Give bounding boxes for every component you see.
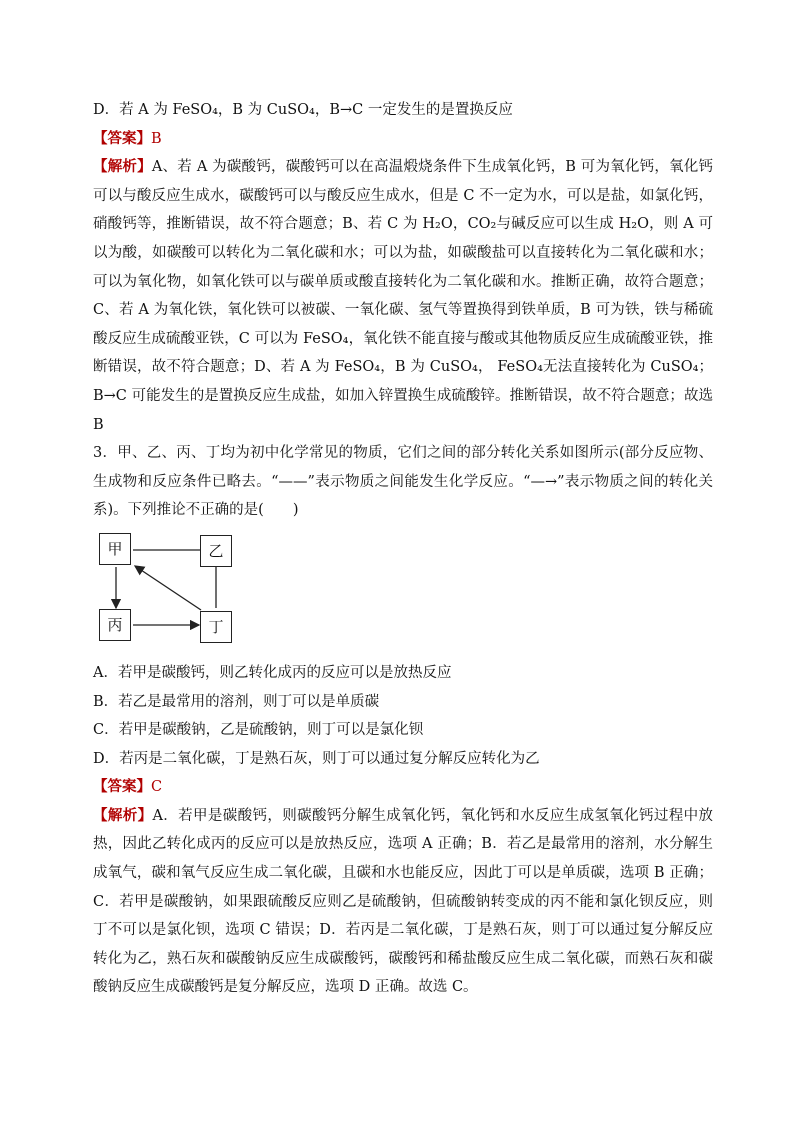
q3-analysis xyxy=(93,802,713,1002)
node-yi: 乙 xyxy=(200,535,232,567)
analysis-text: A、若 A 为碳酸钙，碳酸钙可以在高温煅烧条件下生成氧化钙，B 可为氧化钙，氧化钙可以与酸反应生成水，碳酸钙可以与酸反应生成水，但是 C 不一定为水，可以是盐，如氯化钙，硝酸钙等，推断错误，故不符合题意；B、若 C 为 H₂O，CO₂与碱反应可以生成 H₂O，则 A 可以为酸，如碳酸可以转化为二氧化碳和水；可以为盐，如碳酸盐可以直接转化为二氧化碳和水；可以为氧化物，如氧化铁可以与碳单质或酸直接转化为二氧化碳和水。推断正确，故符合题意；C、若 A 为氧化铁，氧化铁可以被碳、一氧化碳、氢气等置换得到铁单质，B 可为铁，铁与稀硫酸反应生成硫酸亚铁，C 可以为 FeSO₄，氧化铁不能直接与酸或其他物质反应生成硫酸亚铁，推断错误，故不符合题意；D、若 A 为 FeSO₄，B 为 CuSO₄， FeSO₄无法直接转化为 CuSO₄；B→C 可能发生的是置换反应生成盐，如加入锌置换生成硫酸锌。推断错误，故不符合题意；故选 B xyxy=(93,159,713,433)
reaction-diagram xyxy=(97,533,337,653)
answer-value: B xyxy=(151,130,162,147)
q2-answer xyxy=(93,125,713,154)
q2-option-d: D．若 A 为 FeSO₄，B 为 CuSO₄，B→C 一定发生的是置换反应 xyxy=(93,102,513,118)
answer-tag: 【答案】 xyxy=(93,129,151,147)
document-page xyxy=(93,96,713,1002)
q3-option-b: B．若乙是最常用的溶剂，则丁可以是单质碳 xyxy=(93,693,380,710)
node-jia: 甲 xyxy=(99,533,131,565)
analysis-tag: 【解析】 xyxy=(93,806,153,824)
q3-answer xyxy=(93,773,713,802)
q3-option-a: A．若甲是碳酸钙，则乙转化成丙的反应可以是放热反应 xyxy=(93,664,452,681)
analysis-tag: 【解析】 xyxy=(93,158,152,176)
arrow-ding-jia xyxy=(135,566,201,610)
q2-analysis xyxy=(93,153,713,439)
q3-stem: 3．甲、乙、丙、丁均为初中化学常见的物质，它们之间的部分转化关系如图所示(部分反应物、生成物和反应条件已略去。“——”表示物质之间能发生化学反应。“—→”表示物质之间的转化关系)。下列推论不正确的是( ) xyxy=(93,445,713,519)
analysis-text: A．若甲是碳酸钙，则碳酸钙分解生成氧化钙，氧化钙和水反应生成氢氧化钙过程中放热，因此乙转化成丙的反应可以是放热反应，选项 A 正确；B．若乙是最常用的溶剂，水分解生成氧气，碳和氧气反应生成二氧化碳，且碳和水也能反应，因此丁可以是单质碳，选项 B 正确；C．若甲是碳酸钠，如果跟硫酸反应则乙是硫酸钠，但硫酸钠转变成的丙不能和氯化钡反应，则丁不可以是氯化钡，选项 C 错误；D．若丙是二氧化碳，丁是熟石灰，则丁可以通过复分解反应转化为乙，熟石灰和碳酸钠反应生成碳酸钙，碳酸钙和稀盐酸反应生成二氧化碳，而熟石灰和碳酸钠反应生成碳酸钙是复分解反应，选项 D 正确。故选 C。 xyxy=(93,807,714,996)
answer-tag: 【答案】 xyxy=(93,778,151,796)
q3-option-c: C．若甲是碳酸钠，乙是硫酸钠，则丁可以是氯化钡 xyxy=(93,722,424,739)
node-ding: 丁 xyxy=(200,611,232,643)
node-bing: 丙 xyxy=(99,609,131,641)
q3-option-d: D．若丙是二氧化碳，丁是熟石灰，则丁可以通过复分解反应转化为乙 xyxy=(93,750,540,767)
answer-value: C xyxy=(151,779,163,796)
